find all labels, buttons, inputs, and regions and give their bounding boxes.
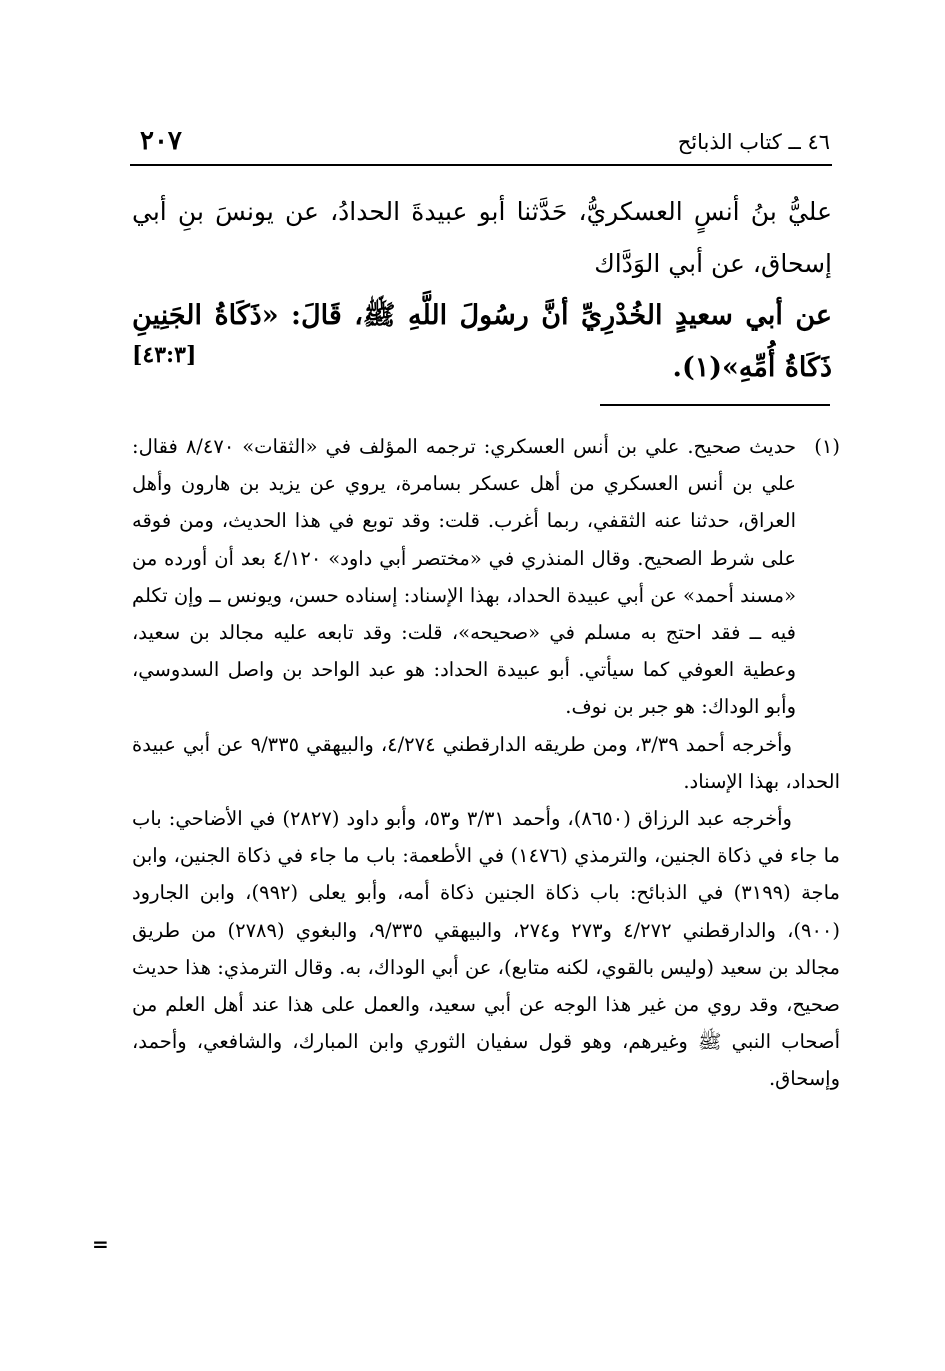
footnote-text: حديث صحيح. علي بن أنس العسكري: ترجمه المؤلف في «الثقات» ٨/٤٧٠ فقال: علي بن أنس العسكري من أهل عسكر بسامرة، يروي عن يزيد بن هارون وأهل العراق، حدثنا عنه الثقفي، ربما أغرب. قلت: وقد توبع في هذا الحديث، ومن فوقه على شرط الصحيح. وقال المنذري في «مختصر أبي داود» ٤/١٢٠ بعد أن أورده من «مسند أحمد» عن أبي عبيدة الحداد، بهذا الإسناد: إسناده حسن، ويونس ــ وإن تكلم فيه ــ فقد احتج به مسلم في «صحيحه»، قلت: وقد تابعه عليه مجالد بن سعيد، وعطية العوفي كما سيأتي. أبو عبيدة الحداد: هو عبد الواحد بن واصل السدوسي، وأبو الوداك: هو جبر بن نوف. bbox=[132, 435, 796, 719]
page-number: ٢٠٧ bbox=[140, 126, 182, 156]
hadith-text: عن أبي سعيدٍ الخُدْرِيِّ أنَّ رسُولَ اللَّهِ ﷺ، قَالَ: «ذَكَاةُ الجَنِينِ ذَكَاةُ أُمِّهِ»(١). bbox=[132, 300, 832, 383]
main-text bbox=[132, 186, 832, 394]
running-title: ٤٦ ــ كتاب الذبائح bbox=[677, 130, 830, 154]
footnote-paragraph-2: وأخرجه أحمد ٣/٣٩، ومن طريقه الدارقطني ٤/٢٧٤، والبيهقي ٩/٣٣٥ عن أبي عبيدة الحداد، بهذا الإسناد. bbox=[132, 732, 840, 793]
footnote-paragraph bbox=[132, 428, 840, 726]
footnote-marker: (١) bbox=[814, 435, 840, 458]
page-header bbox=[130, 120, 832, 166]
isnad-text: عليُّ بنُ أنسٍ العسكريُّ، حَدَّثنا أبو عبيدةَ الحدادُ، عن يونسَ بنِ أبي إسحاق، عن أبي الوَدَّاك bbox=[132, 197, 832, 278]
footnote-paragraph-3: وأخرجه عبد الرزاق (٨٦٥٠)، وأحمد ٣/٣١ و٥٣، وأبو داود (٢٨٢٧) في الأضاحي: باب ما جاء في ذكاة الجنين، والترمذي (١٤٧٦) في الأطعمة: باب ما جاء في ذكاة الجنين، وابن ماجة (٣١٩٩) في الذبائح: باب ذكاة الجنين ذكاة أمه، وأبو يعلى (٩٩٢)، وابن الجارود (٩٠٠)، والدارقطني ٤/٢٧٢ و٢٧٣ و٢٧٤، والبيهقي ٩/٣٣٥، والبغوي (٢٧٨٩) من طريق مجالد بن سعيد (وليس بالقوي، لكنه متابع)، عن أبي الوداك، به. وقال الترمذي: هذا حديث صحيح، وقد روي من غير هذا الوجه عن أبي سعيد، والعمل على هذا عند أهل العلم من أصحاب النبي ﷺ وغيرهم، وهو قول سفيان الثوري وابن المبارك، والشافعي، وأحمد، وإسحاق. bbox=[132, 807, 841, 1091]
hadith-reference: [٤٣:٣] bbox=[132, 342, 197, 368]
footnotes bbox=[132, 428, 840, 1098]
footnote-separator bbox=[600, 404, 830, 406]
continuation-mark: = bbox=[92, 1232, 109, 1256]
